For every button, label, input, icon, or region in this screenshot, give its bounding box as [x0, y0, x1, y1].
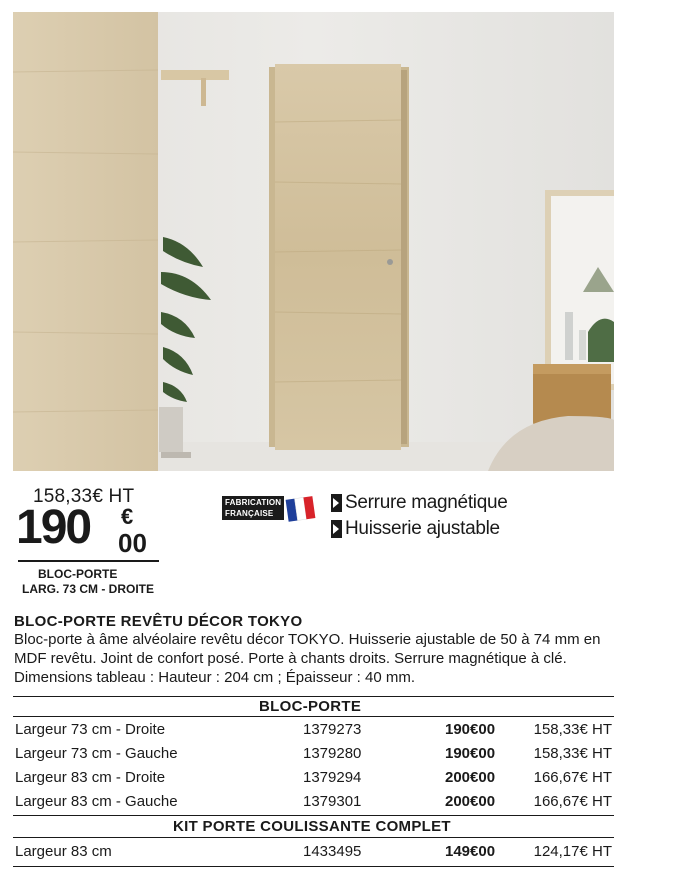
section-rule — [13, 815, 614, 816]
row-reference: 1379273 — [303, 721, 362, 738]
feature-item — [331, 518, 500, 540]
price-divider — [18, 560, 159, 562]
table-row — [13, 769, 614, 793]
row-price-ht: 166,67€ HT — [533, 793, 612, 810]
section-rule — [13, 837, 614, 838]
row-reference: 1433495 — [303, 843, 362, 860]
table-row — [13, 745, 614, 769]
feature-item — [331, 492, 508, 514]
row-label: Largeur 83 cm - Droite — [15, 769, 166, 786]
price-product-size: LARG. 73 CM - DROITE — [22, 582, 155, 596]
product-photo — [13, 12, 614, 471]
price-euros: 190 — [16, 501, 91, 554]
table-row — [13, 721, 614, 745]
row-price-ttc: 190€00 — [445, 745, 496, 762]
section-title-bloc-porte: BLOC-PORTE — [259, 698, 362, 715]
row-label: Largeur 83 cm - Gauche — [15, 793, 178, 810]
row-price-ttc: 200€00 — [445, 769, 496, 786]
badge-line1: FABRICATION — [225, 498, 282, 507]
badge-line2: FRANÇAISE — [225, 509, 274, 518]
row-price-ttc: 200€00 — [445, 793, 496, 810]
row-reference: 1379301 — [303, 793, 362, 810]
section-rule — [13, 716, 614, 717]
row-price-ttc: 190€00 — [445, 721, 496, 738]
feature-label: Huisserie ajustable — [345, 518, 500, 539]
chevron-right-icon — [331, 520, 342, 538]
price-excl-tax: 158,33€ HT — [33, 486, 135, 507]
price-currency: € — [121, 504, 134, 529]
row-price-ht: 166,67€ HT — [533, 769, 612, 786]
door-scene-illustration — [13, 12, 614, 471]
row-reference: 1379280 — [303, 745, 362, 762]
table-bottom-rule — [13, 866, 614, 867]
row-price-ht: 158,33€ HT — [533, 721, 612, 738]
row-label: Largeur 73 cm - Gauche — [15, 745, 178, 762]
table-row — [13, 843, 614, 867]
row-label: Largeur 83 cm — [15, 843, 112, 860]
feature-label: Serrure magnétique — [345, 492, 508, 513]
row-reference: 1379294 — [303, 769, 362, 786]
product-title: BLOC-PORTE REVÊTU DÉCOR TOKYO — [14, 613, 303, 630]
badge-text — [222, 496, 284, 520]
row-price-ttc: 149€00 — [445, 843, 496, 860]
price-product-label: BLOC-PORTE — [38, 567, 118, 581]
section-title-kit-coulissant: KIT PORTE COULISSANTE COMPLET — [173, 818, 451, 835]
table-row — [13, 793, 614, 817]
french-flag-icon — [284, 492, 317, 526]
row-price-ht: 158,33€ HT — [533, 745, 612, 762]
made-in-france-badge — [222, 492, 317, 526]
row-label: Largeur 73 cm - Droite — [15, 721, 166, 738]
table-top-rule — [13, 696, 614, 697]
price-cents: 00 — [118, 528, 147, 558]
chevron-right-icon — [331, 494, 342, 512]
row-price-ht: 124,17€ HT — [533, 843, 612, 860]
product-description: Bloc-porte à âme alvéolaire revêtu décor TOKYO. Huisserie ajustable de 50 à 74 mm en MDF revêtu. Joint de confort posé. Porte à chants droits. Serrure magnétique à clé. Dimensions tableau : Hauteur : 204 cm ; Épaisseur : 40 mm. — [14, 631, 601, 686]
